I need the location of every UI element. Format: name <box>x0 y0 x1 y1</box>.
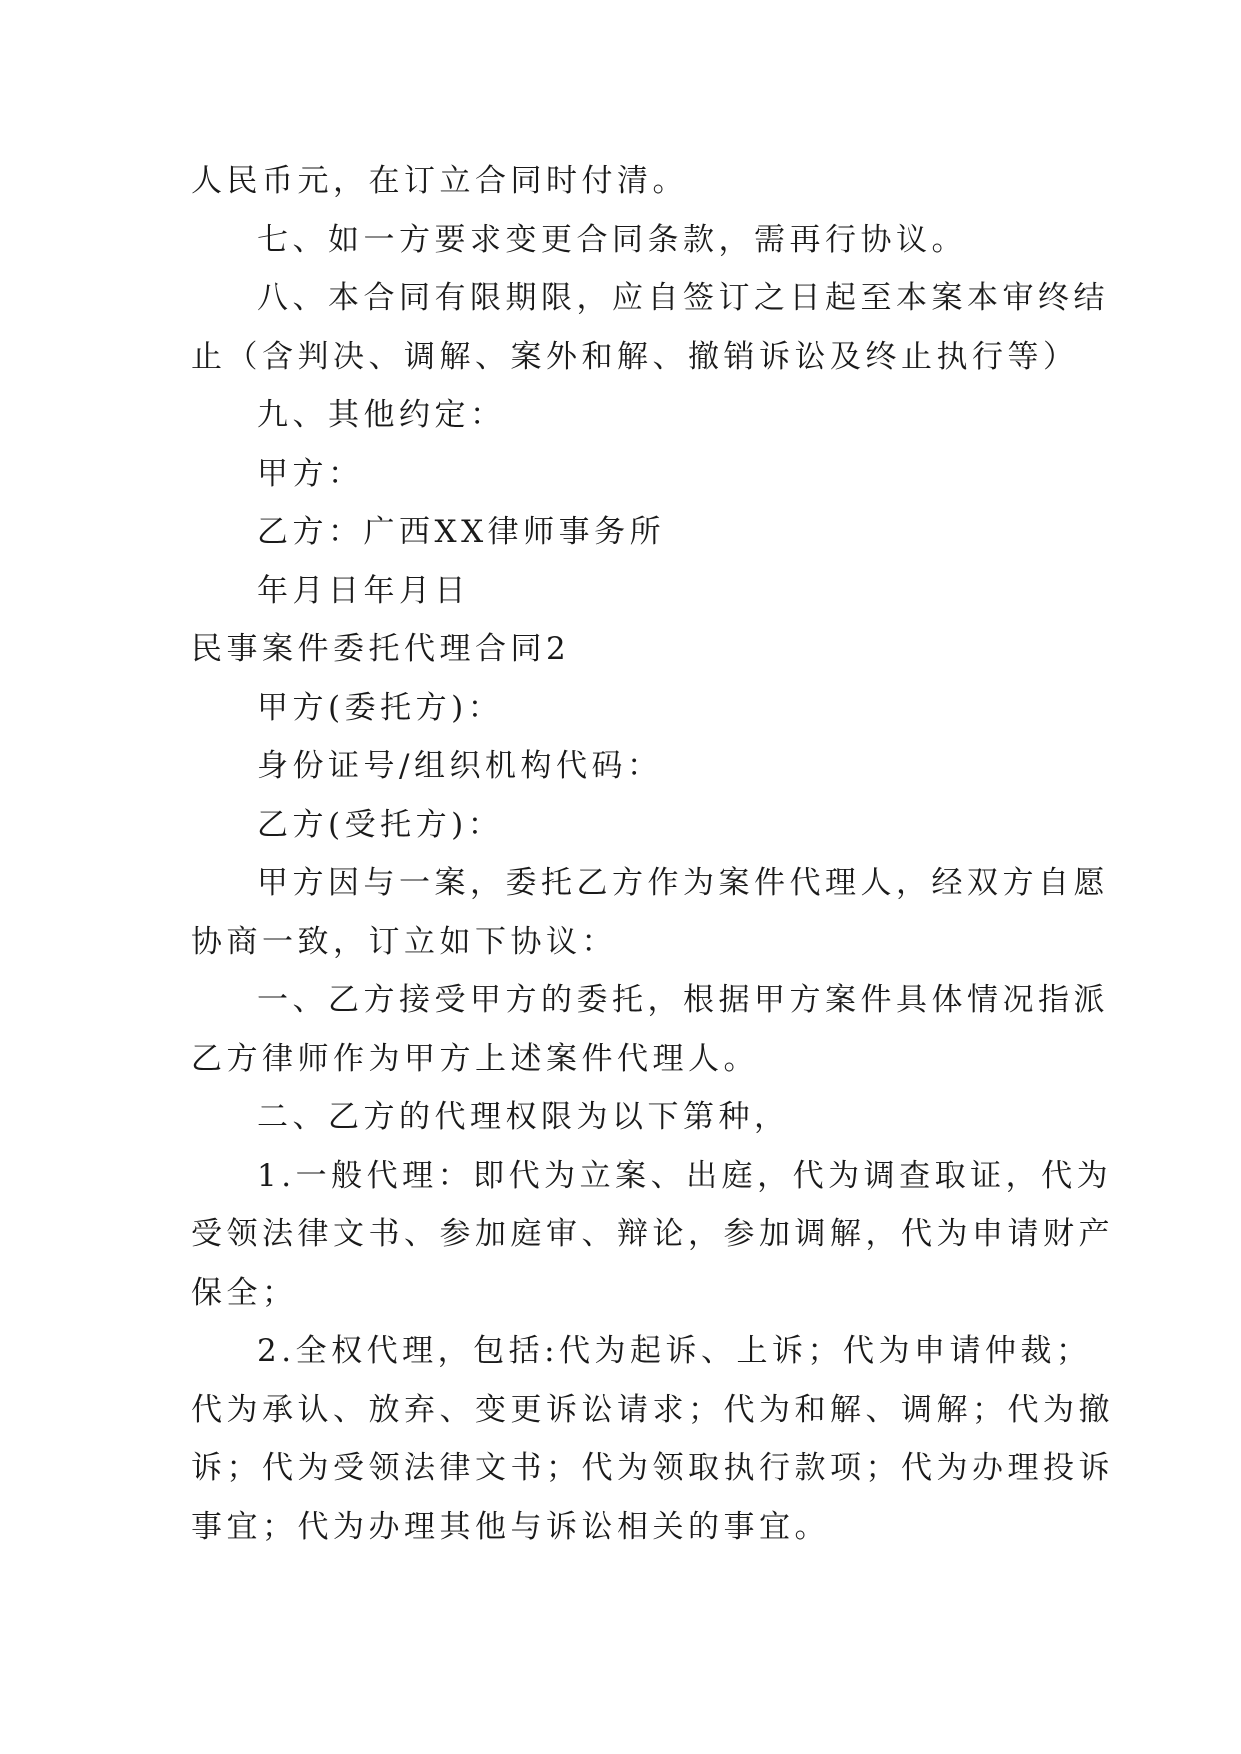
text-line: 止（含判决、调解、案外和解、撤销诉讼及终止执行等） <box>191 338 1079 375</box>
text-line: 受领法律文书、参加庭审、辩论，参加调解，代为申请财产 <box>191 1216 1114 1252</box>
text-line: 2.全权代理，包括:代为起诉、上诉；代为申请仲裁； <box>257 1333 1092 1369</box>
text-line: 甲方因与一案，委托乙方作为案件代理人，经双方自愿 <box>257 865 1109 901</box>
text-line: 身份证号/组织机构代码： <box>257 748 663 784</box>
text-line: 事宜；代为办理其他与诉讼相关的事宜。 <box>191 1508 830 1545</box>
text-line: 保全； <box>191 1274 298 1311</box>
text-line: 乙方律师作为甲方上述案件代理人。 <box>191 1040 759 1077</box>
text-line: 九、其他约定： <box>257 397 506 433</box>
text-line: 协商一致，订立如下协议： <box>191 923 617 960</box>
text-line: 年月日年月日 <box>257 572 470 609</box>
text-line: 乙方：广西XX律师事务所 <box>257 514 666 550</box>
text-line: 甲方： <box>257 455 364 492</box>
text-line: 二、乙方的代理权限为以下第种， <box>257 1099 790 1135</box>
text-line: 一、乙方接受甲方的委托，根据甲方案件具体情况指派 <box>257 982 1109 1018</box>
text-line: 七、如一方要求变更合同条款，需再行协议。 <box>257 221 967 258</box>
text-line: 诉；代为受领法律文书；代为领取执行款项；代为办理投诉 <box>191 1450 1114 1486</box>
text-line: 人民币元，在订立合同时付清。 <box>191 163 688 199</box>
text-line: 代为承认、放弃、变更诉讼请求；代为和解、调解；代为撤 <box>191 1391 1114 1428</box>
text-line: 甲方(委托方)： <box>257 689 504 726</box>
document-body <box>191 152 1114 1556</box>
text-line: 乙方(受托方)： <box>257 806 504 843</box>
section-heading: 民事案件委托代理合同2 <box>191 631 571 667</box>
text-line: 八、本合同有限期限，应自签订之日起至本案本审终结 <box>257 280 1109 316</box>
text-line: 1.一般代理：即代为立案、出庭，代为调查取证，代为 <box>257 1157 1113 1194</box>
